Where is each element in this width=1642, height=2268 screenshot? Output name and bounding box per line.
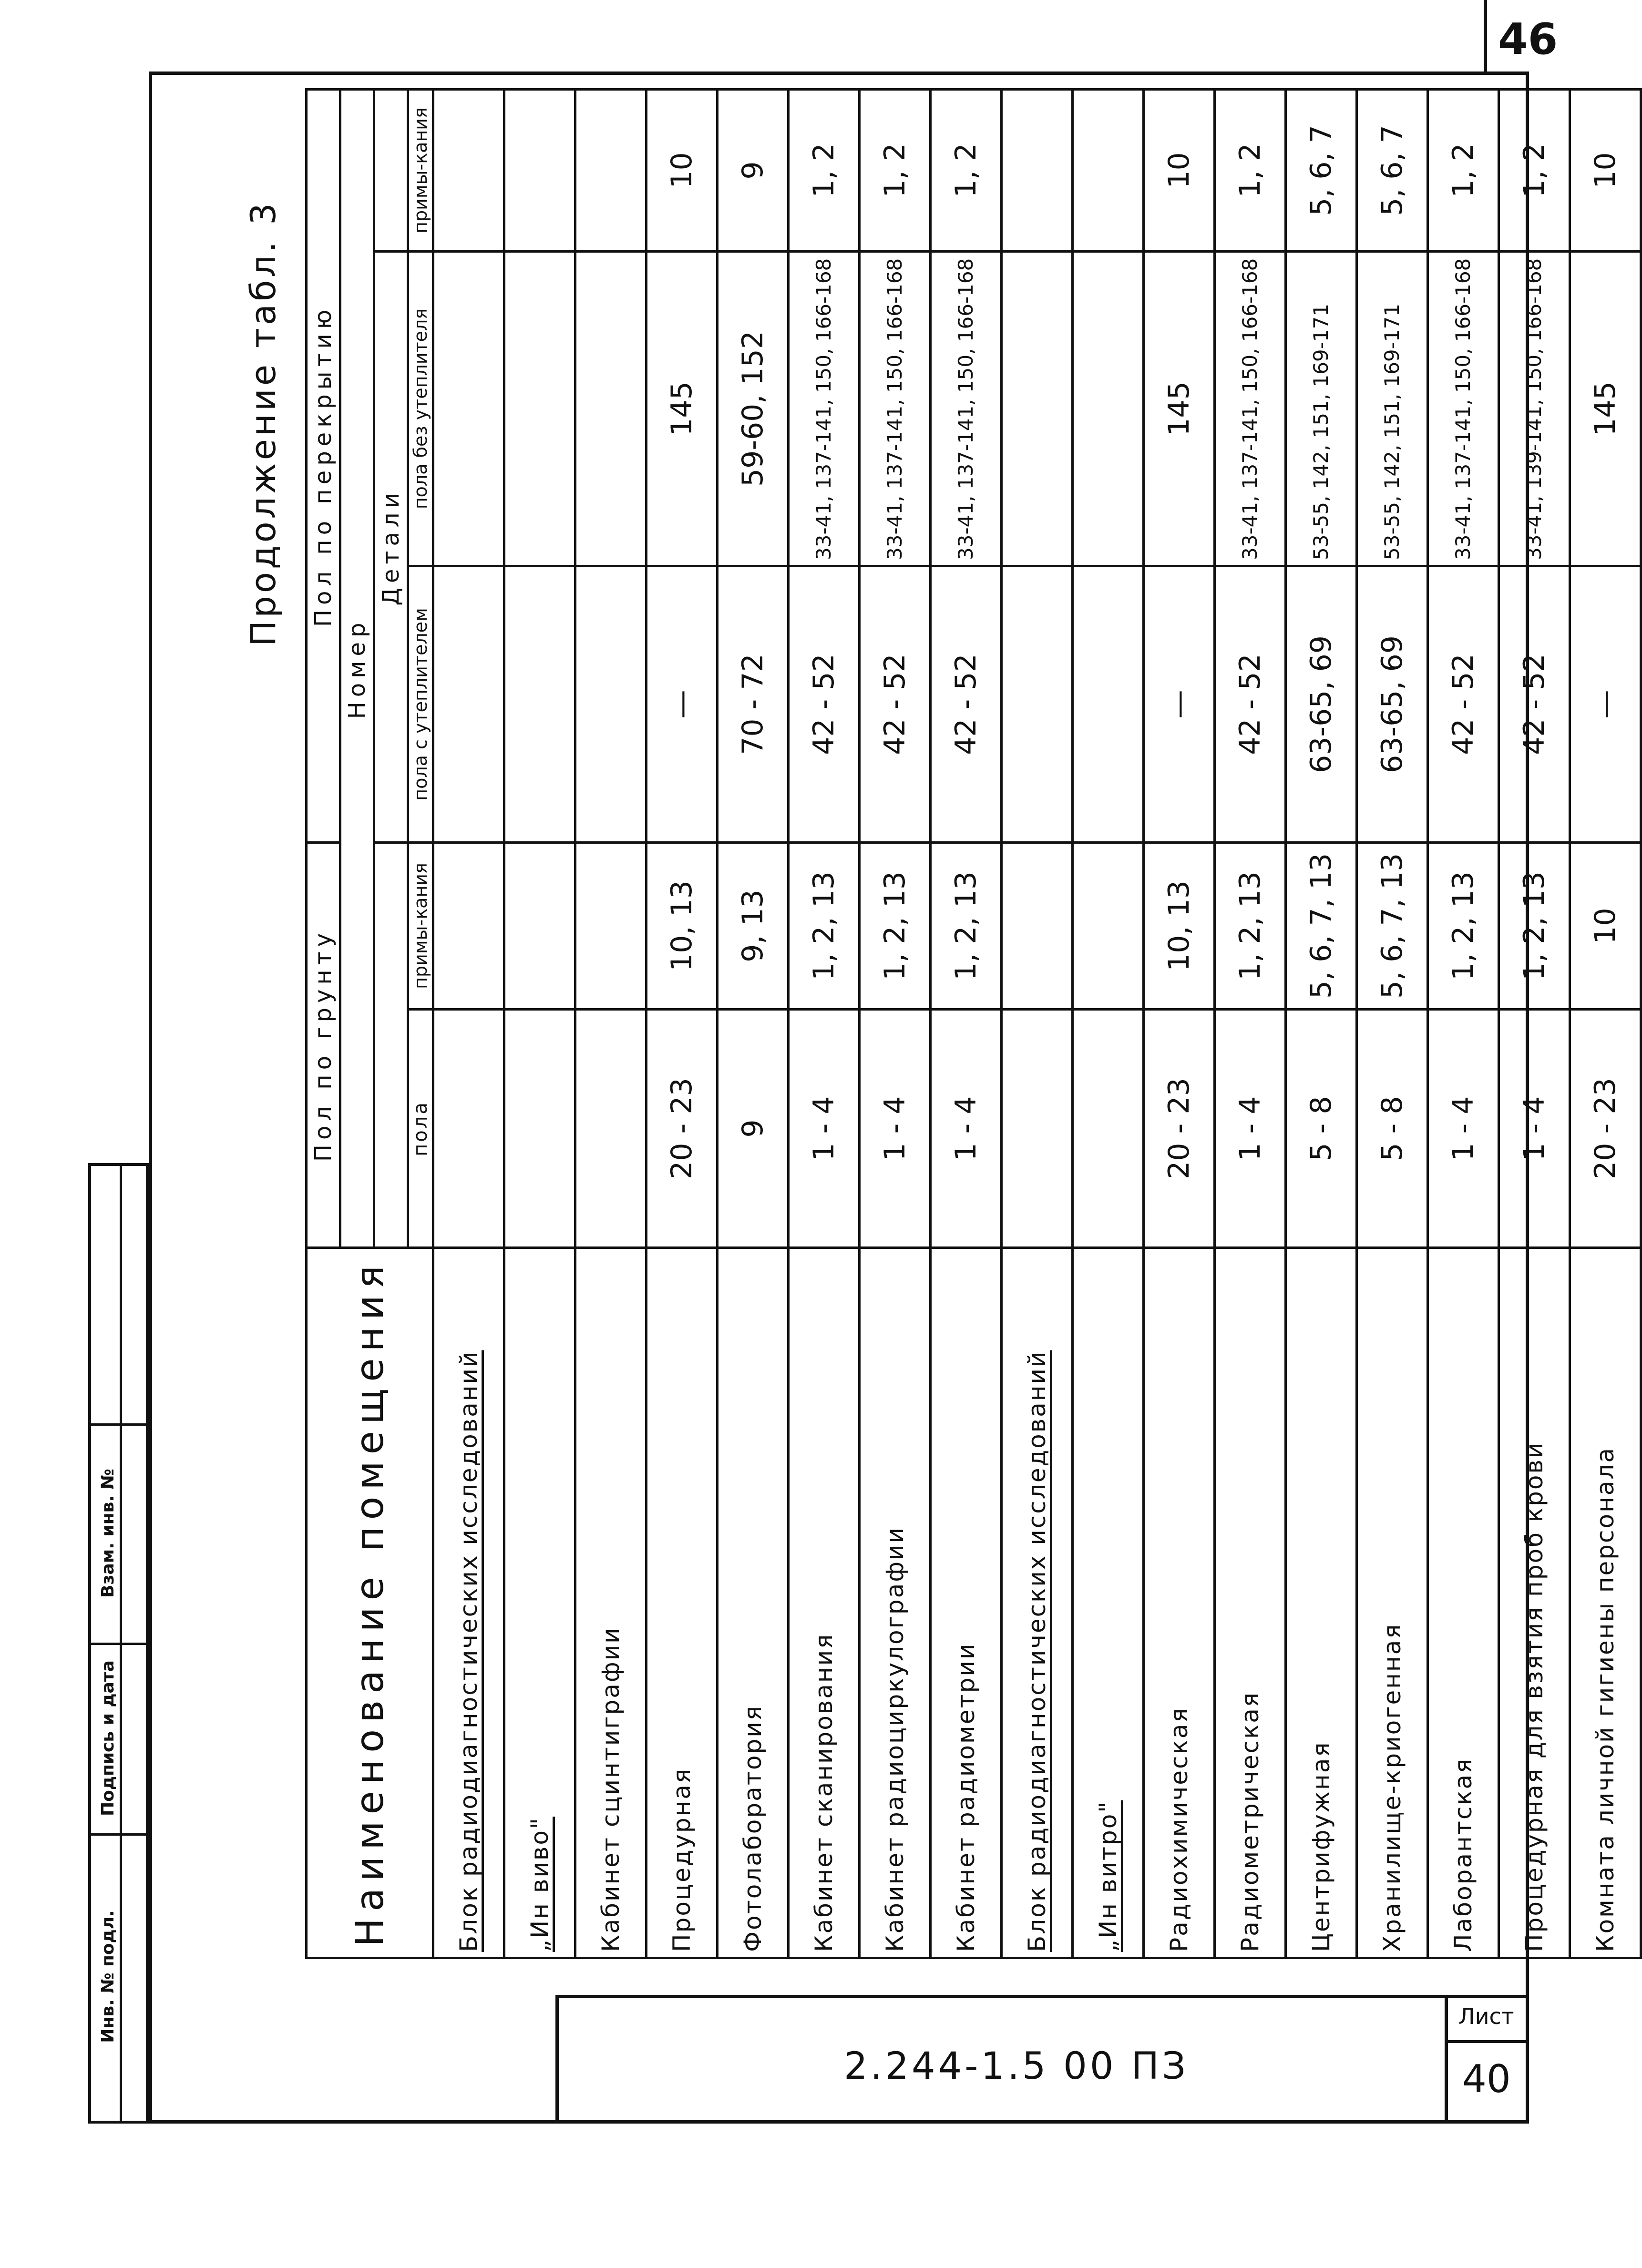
floors-table — [305, 88, 1642, 1959]
room-name: Процедурная — [647, 1248, 718, 1958]
floor-without-insulation: 53-55, 142, 151, 169-171 — [1286, 252, 1357, 566]
header-spacer — [374, 843, 408, 1248]
floor-with-insulation: — — [1144, 566, 1215, 843]
page-number: 46 — [1498, 14, 1558, 64]
ground-notes: 5, 6, 7, 13 — [1357, 843, 1428, 1010]
ground-notes: 10, 13 — [1144, 843, 1215, 1010]
floor-with-insulation: 42 - 52 — [860, 566, 931, 843]
table-row — [575, 89, 647, 1958]
floor-with-insulation: 42 - 52 — [1215, 566, 1286, 843]
ground-floor-numbers — [1002, 1010, 1073, 1248]
room-name: Кабинет сканирования — [789, 1248, 860, 1958]
stamp-strip — [88, 1163, 149, 2124]
continuation-title: Продолжение табл. 3 — [243, 200, 283, 647]
ground-notes: 1, 2, 13 — [1499, 843, 1570, 1010]
slab-notes: 1, 2 — [1215, 89, 1286, 251]
ground-notes: 1, 2, 13 — [931, 843, 1002, 1010]
sheet-number: 40 — [1462, 2057, 1511, 2101]
slab-notes: 10 — [1570, 89, 1641, 251]
floor-with-insulation — [1002, 566, 1073, 843]
slab-notes — [1073, 89, 1144, 251]
ground-floor-numbers: 20 - 23 — [1144, 1010, 1215, 1248]
ground-notes: 1, 2, 13 — [1215, 843, 1286, 1010]
floor-with-insulation — [1073, 566, 1144, 843]
room-name: Блок радиодиагностических исследований — [433, 1248, 504, 1958]
ground-floor-numbers: 5 - 8 — [1286, 1010, 1357, 1248]
slab-notes — [575, 89, 647, 251]
ground-notes: 9, 13 — [718, 843, 789, 1010]
floor-without-insulation — [1073, 252, 1144, 566]
table-row — [433, 89, 504, 1958]
ground-floor-numbers: 20 - 23 — [1570, 1010, 1641, 1248]
floor-without-insulation: 145 — [647, 252, 718, 566]
slab-notes: 1, 2 — [1499, 89, 1570, 251]
ground-floor-numbers: 5 - 8 — [1357, 1010, 1428, 1248]
table-row — [860, 89, 931, 1958]
header-room-name: Наименование помещения — [307, 1248, 433, 1958]
room-name: Кабинет сцинтиграфии — [575, 1248, 647, 1958]
ground-floor-numbers: 1 - 4 — [860, 1010, 931, 1248]
room-name: Процедурная для взятия проб крови — [1499, 1248, 1570, 1958]
room-name: Кабинет радиометрии — [931, 1248, 1002, 1958]
floor-with-insulation — [575, 566, 647, 843]
room-name: Радиометрическая — [1215, 1248, 1286, 1958]
floor-with-insulation: — — [647, 566, 718, 843]
ground-floor-numbers: 20 - 23 — [647, 1010, 718, 1248]
floor-with-insulation: 42 - 52 — [789, 566, 860, 843]
table-row — [1144, 89, 1215, 1958]
slab-notes: 5, 6, 7 — [1357, 89, 1428, 251]
room-name: Кабинет радиоциркулографии — [860, 1248, 931, 1958]
floor-without-insulation: 33-41, 137-141, 150, 166-168 — [1215, 252, 1286, 566]
ground-floor-numbers — [1073, 1010, 1144, 1248]
table-row — [1570, 89, 1641, 1958]
room-name: Комната личной гигиены персонала — [1570, 1248, 1641, 1958]
header-ground-notes: примы-кания — [408, 843, 433, 1010]
floor-with-insulation: 70 - 72 — [718, 566, 789, 843]
ground-notes: 10 — [1570, 843, 1641, 1010]
floor-without-insulation: 145 — [1570, 252, 1641, 566]
table-row — [1215, 89, 1286, 1958]
ground-floor-numbers: 1 - 4 — [931, 1010, 1002, 1248]
room-name: „Ин виво" — [504, 1248, 575, 1958]
floor-without-insulation — [504, 252, 575, 566]
table-row — [1499, 89, 1570, 1958]
floor-without-insulation: 59-60, 152 — [718, 252, 789, 566]
slab-notes: 9 — [718, 89, 789, 251]
header-floor-with-insulation: пола с утеплителем — [408, 566, 433, 843]
table-row — [504, 89, 575, 1958]
ground-notes: 1, 2, 13 — [860, 843, 931, 1010]
ground-notes: 10, 13 — [647, 843, 718, 1010]
floor-without-insulation: 145 — [1144, 252, 1215, 566]
header-slab-notes: примы-кания — [408, 89, 433, 251]
slab-notes: 1, 2 — [1428, 89, 1499, 251]
room-name: Радиохимическая — [1144, 1248, 1215, 1958]
table-row — [1002, 89, 1073, 1958]
ground-notes — [1002, 843, 1073, 1010]
sheet-label: Лист — [1458, 2003, 1514, 2029]
room-name: „Ин витро" — [1073, 1248, 1144, 1958]
floor-without-insulation — [433, 252, 504, 566]
stamp-cell-replacement-inventory: Взам. инв. № — [98, 1468, 118, 1598]
table-row — [718, 89, 789, 1958]
slab-notes: 5, 6, 7 — [1286, 89, 1357, 251]
slab-notes — [1002, 89, 1073, 251]
slab-notes: 1, 2 — [860, 89, 931, 251]
table-row — [647, 89, 718, 1958]
floor-with-insulation: 42 - 52 — [1499, 566, 1570, 843]
floor-with-insulation: 63-65, 69 — [1286, 566, 1357, 843]
header-spacer — [374, 89, 408, 251]
room-name: Центрифужная — [1286, 1248, 1357, 1958]
ground-notes: 1, 2, 13 — [789, 843, 860, 1010]
slab-notes — [433, 89, 504, 251]
stamp-cell-signature-date: Подпись и дата — [98, 1660, 118, 1816]
ground-notes — [433, 843, 504, 1010]
header-ground-floor: пола — [408, 1010, 433, 1248]
stamp-cell-inventory-original: Инв. № подл. — [98, 1910, 118, 2043]
slab-notes: 1, 2 — [789, 89, 860, 251]
ground-notes: 1, 2, 13 — [1428, 843, 1499, 1010]
sheet-box-divider — [1448, 2040, 1529, 2043]
floor-without-insulation: 53-55, 142, 151, 169-171 — [1357, 252, 1428, 566]
floor-with-insulation: 42 - 52 — [931, 566, 1002, 843]
room-name: Блок радиодиагностических исследований — [1002, 1248, 1073, 1958]
slab-notes: 10 — [1144, 89, 1215, 251]
table-row — [931, 89, 1002, 1958]
ground-floor-numbers: 9 — [718, 1010, 789, 1248]
floor-with-insulation — [433, 566, 504, 843]
room-name: Лаборантская — [1428, 1248, 1499, 1958]
document-code: 2.244-1.5 00 ПЗ — [844, 2045, 1189, 2088]
ground-floor-numbers: 1 - 4 — [1215, 1010, 1286, 1248]
floor-without-insulation: 33-41, 137-141, 150, 166-168 — [860, 252, 931, 566]
header-numbers: Номер — [340, 89, 374, 1247]
ground-notes: 5, 6, 7, 13 — [1286, 843, 1357, 1010]
floor-without-insulation: 33-41, 137-141, 150, 166-168 — [789, 252, 860, 566]
floor-without-insulation — [575, 252, 647, 566]
header-floor-on-slab: Пол по перекрытию — [307, 89, 340, 842]
ground-floor-numbers — [575, 1010, 647, 1248]
slab-notes: 10 — [647, 89, 718, 251]
page-number-rule — [1484, 0, 1487, 72]
table-row — [789, 89, 860, 1958]
floor-without-insulation: 33-41, 137-141, 150, 166-168 — [931, 252, 1002, 566]
ground-floor-numbers — [504, 1010, 575, 1248]
header-floor-on-ground: Пол по грунту — [307, 843, 340, 1248]
ground-notes — [1073, 843, 1144, 1010]
sheet-box — [1445, 1995, 1529, 2124]
room-name: Хранилище-криогенная — [1357, 1248, 1428, 1958]
ground-notes — [504, 843, 575, 1010]
floor-with-insulation: 42 - 52 — [1428, 566, 1499, 843]
ground-floor-numbers — [433, 1010, 504, 1248]
ground-floor-numbers: 1 - 4 — [789, 1010, 860, 1248]
room-name: Фотолаборатория — [718, 1248, 789, 1958]
table-row — [1428, 89, 1499, 1958]
slab-notes: 1, 2 — [931, 89, 1002, 251]
header-floor-without-insulation: пола без утеплителя — [408, 252, 433, 566]
table-row — [1286, 89, 1357, 1958]
slab-notes — [504, 89, 575, 251]
floor-without-insulation: 33-41, 139-141, 150, 166-168 — [1499, 252, 1570, 566]
floor-with-insulation — [504, 566, 575, 843]
rotated-table-area — [224, 91, 1622, 1959]
floor-without-insulation — [1002, 252, 1073, 566]
floor-with-insulation: — — [1570, 566, 1641, 843]
table-row — [1357, 89, 1428, 1958]
floor-with-insulation: 63-65, 69 — [1357, 566, 1428, 843]
floor-without-insulation: 33-41, 137-141, 150, 166-168 — [1428, 252, 1499, 566]
header-details: Детали — [374, 252, 408, 843]
table-row — [1073, 89, 1144, 1958]
ground-floor-numbers: 1 - 4 — [1428, 1010, 1499, 1248]
ground-floor-numbers: 1 - 4 — [1499, 1010, 1570, 1248]
ground-notes — [575, 843, 647, 1010]
